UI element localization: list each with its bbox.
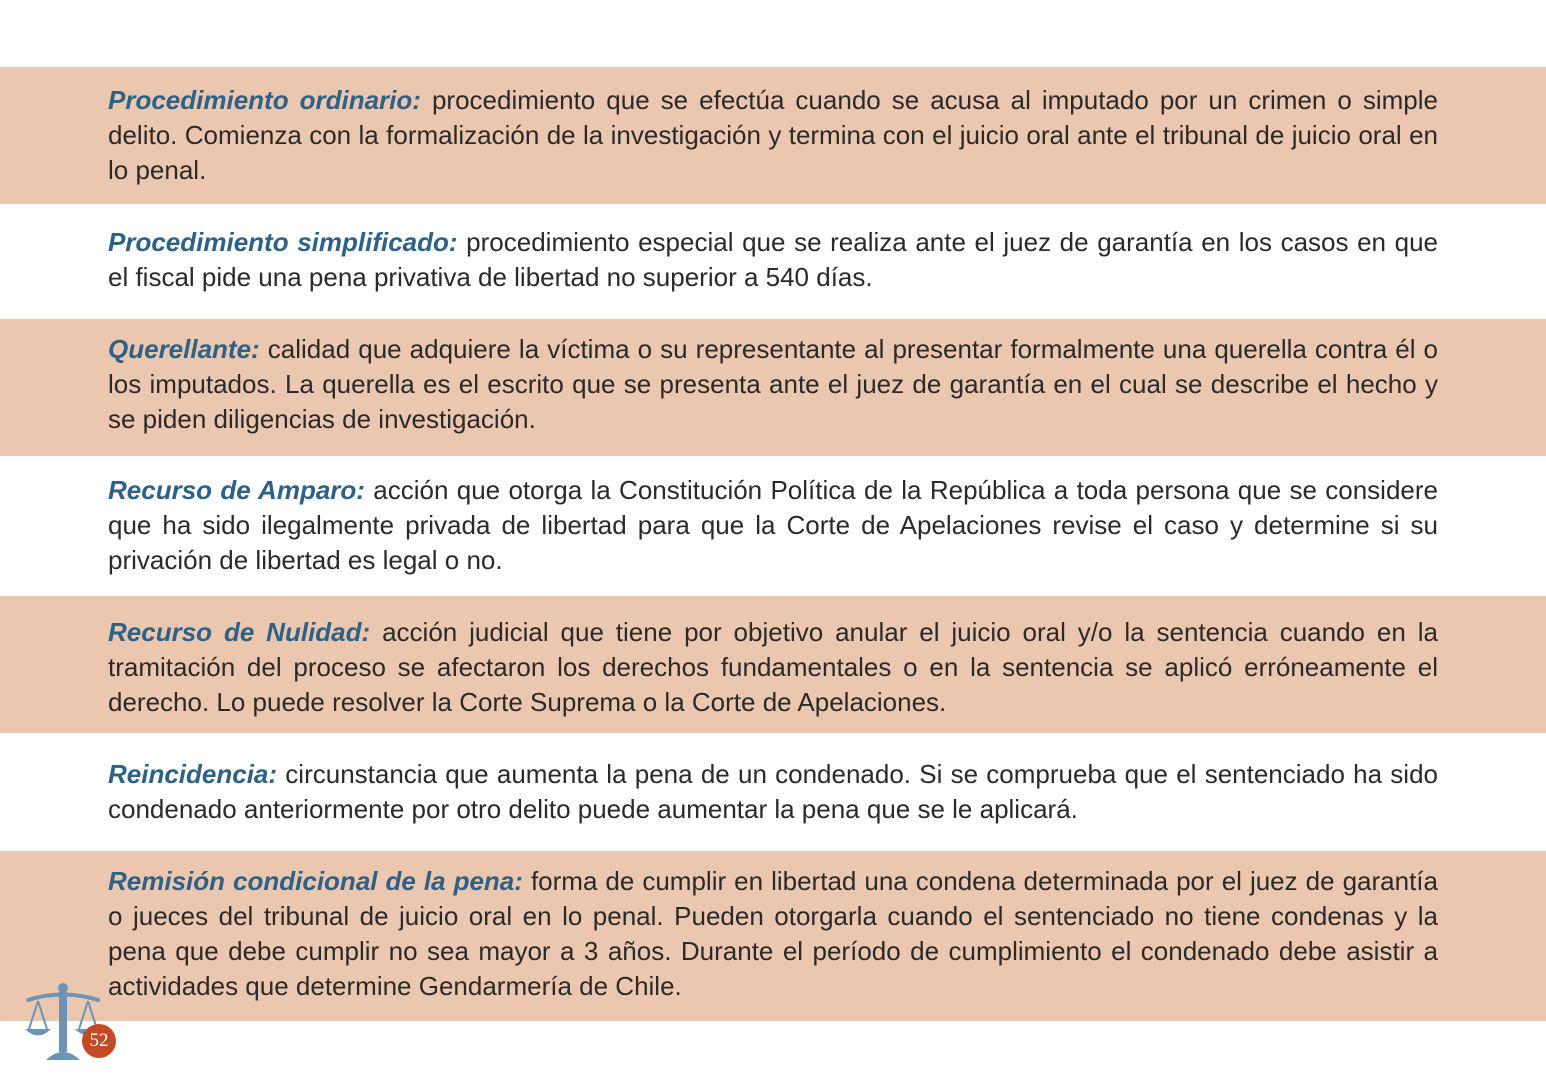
glossary-definition: acción judicial que tiene por objetivo anular el juicio oral y/o la sentencia cuando en la tramitación del proceso se afectaron los derechos fundamentales o en la sentencia se aplicó erróneamente el derecho. Lo puede resolver la Corte Suprema o la Corte de Apelaciones. [108,617,1438,717]
glossary-term: Querellante: [108,334,260,364]
glossary-term: Remisión condicional de la pena: [108,866,523,896]
glossary-definition: procedimiento que se efectúa cuando se acusa al imputado por un crimen o simple delito. Comienza con la formalización de la investigación y termina con el juicio oral ante el tribunal de juicio oral en lo penal. [108,85,1438,185]
glossary-definition: forma de cumplir en libertad una condena determinada por el juez de garantía o jueces del tribunal de juicio oral en lo penal. Pueden otorgarla cuando el sentenciado no tiene condenas y la pena que debe cumplir no sea mayor a 3 años. Durante el período de cumplimiento el condenado debe asistir a actividades que determine Gendarmería de Chile. [108,866,1438,1001]
glossary-entry-recurso-de-amparo [0,456,1546,596]
glossary-term: Procedimiento simplificado: [108,227,458,257]
glossary-term: Recurso de Nulidad: [108,617,371,647]
glossary-term: Reincidencia: [108,759,278,789]
glossary-definition: procedimiento especial que se realiza ante el juez de garantía en los casos en que el fiscal pide una pena privativa de libertad no superior a 540 días. [108,227,1438,292]
glossary-entry-reincidencia [0,733,1546,851]
glossary-entry-procedimiento-simplificado [0,204,1546,319]
glossary-entry-recurso-de-nulidad [0,596,1546,733]
glossary-definition: calidad que adquiere la víctima o su representante al presentar formalmente una querella contra él o los imputados. La querella es el escrito que se presenta ante el juez de garantía en el cual se describe el hecho y se piden diligencias de investigación. [108,334,1438,434]
glossary-definition: circunstancia que aumenta la pena de un condenado. Si se comprueba que el sentenciado ha sido condenado anteriormente por otro delito puede aumentar la pena que se le aplicará. [108,759,1438,824]
glossary-entry-remision-condicional [0,851,1546,1021]
glossary-definition: acción que otorga la Constitución Política de la República a toda persona que se considere que ha sido ilegalmente privada de libertad para que la Corte de Apelaciones revise el caso y determine si su privación de libertad es legal o no. [108,475,1438,575]
glossary-term: Procedimiento ordinario: [108,85,421,115]
glossary-entry-procedimiento-ordinario [0,67,1546,204]
glossary-term: Recurso de Amparo: [108,475,365,505]
page-number: 52 [82,1024,116,1058]
glossary-entry-querellante [0,319,1546,456]
